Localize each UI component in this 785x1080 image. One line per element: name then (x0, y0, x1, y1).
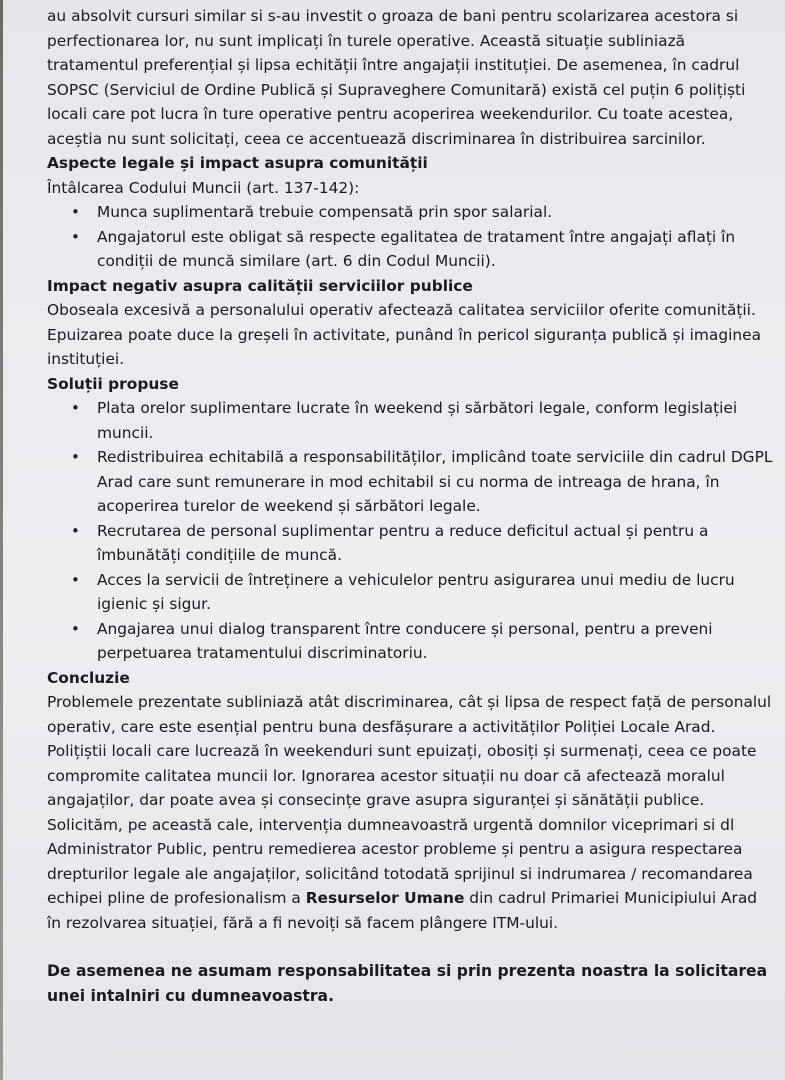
list-item: • Plata orelor suplimentare lucrate în weekend și sărbători legale, conform legislației muncii. (47, 396, 775, 445)
list-item: • Redistribuirea echitabilă a responsabilităților, implicând toate serviciile din cadrul DGPL Arad care sunt remunerare in mod echitabil si cu norma de intreaga de hrana, în acoperirea turelor de weekend și sărbători legale. (47, 445, 775, 519)
legal-subheading: Întâlcarea Codului Muncii (art. 137-142): (47, 178, 360, 197)
closing-paragraph: De asemenea ne asumam responsabilitatea si prin prezenta noastra la solicitarea unei intalniri cu dumneavoastra. (47, 962, 768, 1005)
impact-heading: Impact negativ asupra calității serviciilor publice (47, 276, 473, 295)
list-item: • Angajarea unui dialog transparent între conducere și personal, pentru a preveni perpetuarea tratamentului discriminatoriu. (47, 617, 775, 666)
list-item: • Angajatorul este obligat să respecte egalitatea de tratament între angajați aflați în condiții de muncă similare (art. 6 din Codul Muncii). (47, 225, 775, 274)
intro-paragraph: au absolvit cursuri similar si s-au investit o groaza de bani pentru scolarizarea acestora si perfectionarea lor, nu sunt implicați în turele operative. Această situație subliniază tratamentul preferențial și lipsa echității între angajații instituției. De asemenea, în cadrul SOPSC (Serviciul de Ordine Publică și Supraveghere Comunitară) există cel puțin 6 polițiști locali care pot lucra în ture operative pentru acoperirea weekendurilor. Cu toate acestea, aceștia nu sunt solicitați, ceea ce accentuează discriminarea în distribuirea sarcinilor. (47, 7, 746, 148)
solutions-heading: Soluții propuse (47, 374, 179, 393)
conclusion-heading: Concluzie (47, 668, 130, 687)
impact-paragraph: Oboseala excesivă a personalului operativ afectează calitatea serviciilor oferite comunității. Epuizarea poate duce la greșeli în activitate, punând în pericol siguranța publică și imaginea instituției. (47, 301, 762, 368)
list-item: • Recrutarea de personal suplimentar pentru a reduce deficitul actual și pentru a îmbunătăți condițiile de muncă. (47, 519, 775, 568)
solutions-list (47, 396, 775, 666)
spacer (47, 935, 775, 959)
request-text: Solicităm, pe această cale, intervenția dumneavoastră urgentă domnilor viceprimari si dl Administrator Public, pentru remedierea acestor probleme și pentru a asigura respectarea drepturilor legale ale angajaților, solicitând totodată sprijinul si indrumarea / recomandarea echipei pline de profesionalism a (47, 815, 753, 907)
document-page (47, 4, 775, 1009)
request-emphasis: Resurselor Umane (305, 889, 465, 907)
request-text-end: din cadrul Primariei Municipiului Arad în rezolvarea situației, fără a fi nevoiți să facem plângere ITM-ului. (47, 889, 758, 932)
list-item: • Acces la servicii de întreținere a vehiculelor pentru asigurarea unui mediu de lucru igienic și sigur. (47, 568, 775, 617)
list-item: • Munca suplimentară trebuie compensată prin spor salarial. (47, 200, 775, 225)
request-paragraph (47, 813, 775, 936)
conclusion-paragraph: Problemele prezentate subliniază atât discriminarea, cât și lipsa de respect față de personalul operativ, care este esențial pentru buna desfășurare a activităților Poliției Locale Arad. Polițiștii locali care lucrează în weekenduri sunt epuizați, obosiți și surmenați, ceea ce poate compromite calitatea muncii lor. Ignorarea acestor situații nu doar că afectează moralul angajaților, dar poate avea și consecințe grave asupra siguranței și sănătății publice. (47, 693, 772, 809)
legal-heading: Aspecte legale și impact asupra comunității (47, 154, 428, 172)
legal-list (47, 200, 775, 274)
page-edge-shadow (0, 0, 3, 1080)
